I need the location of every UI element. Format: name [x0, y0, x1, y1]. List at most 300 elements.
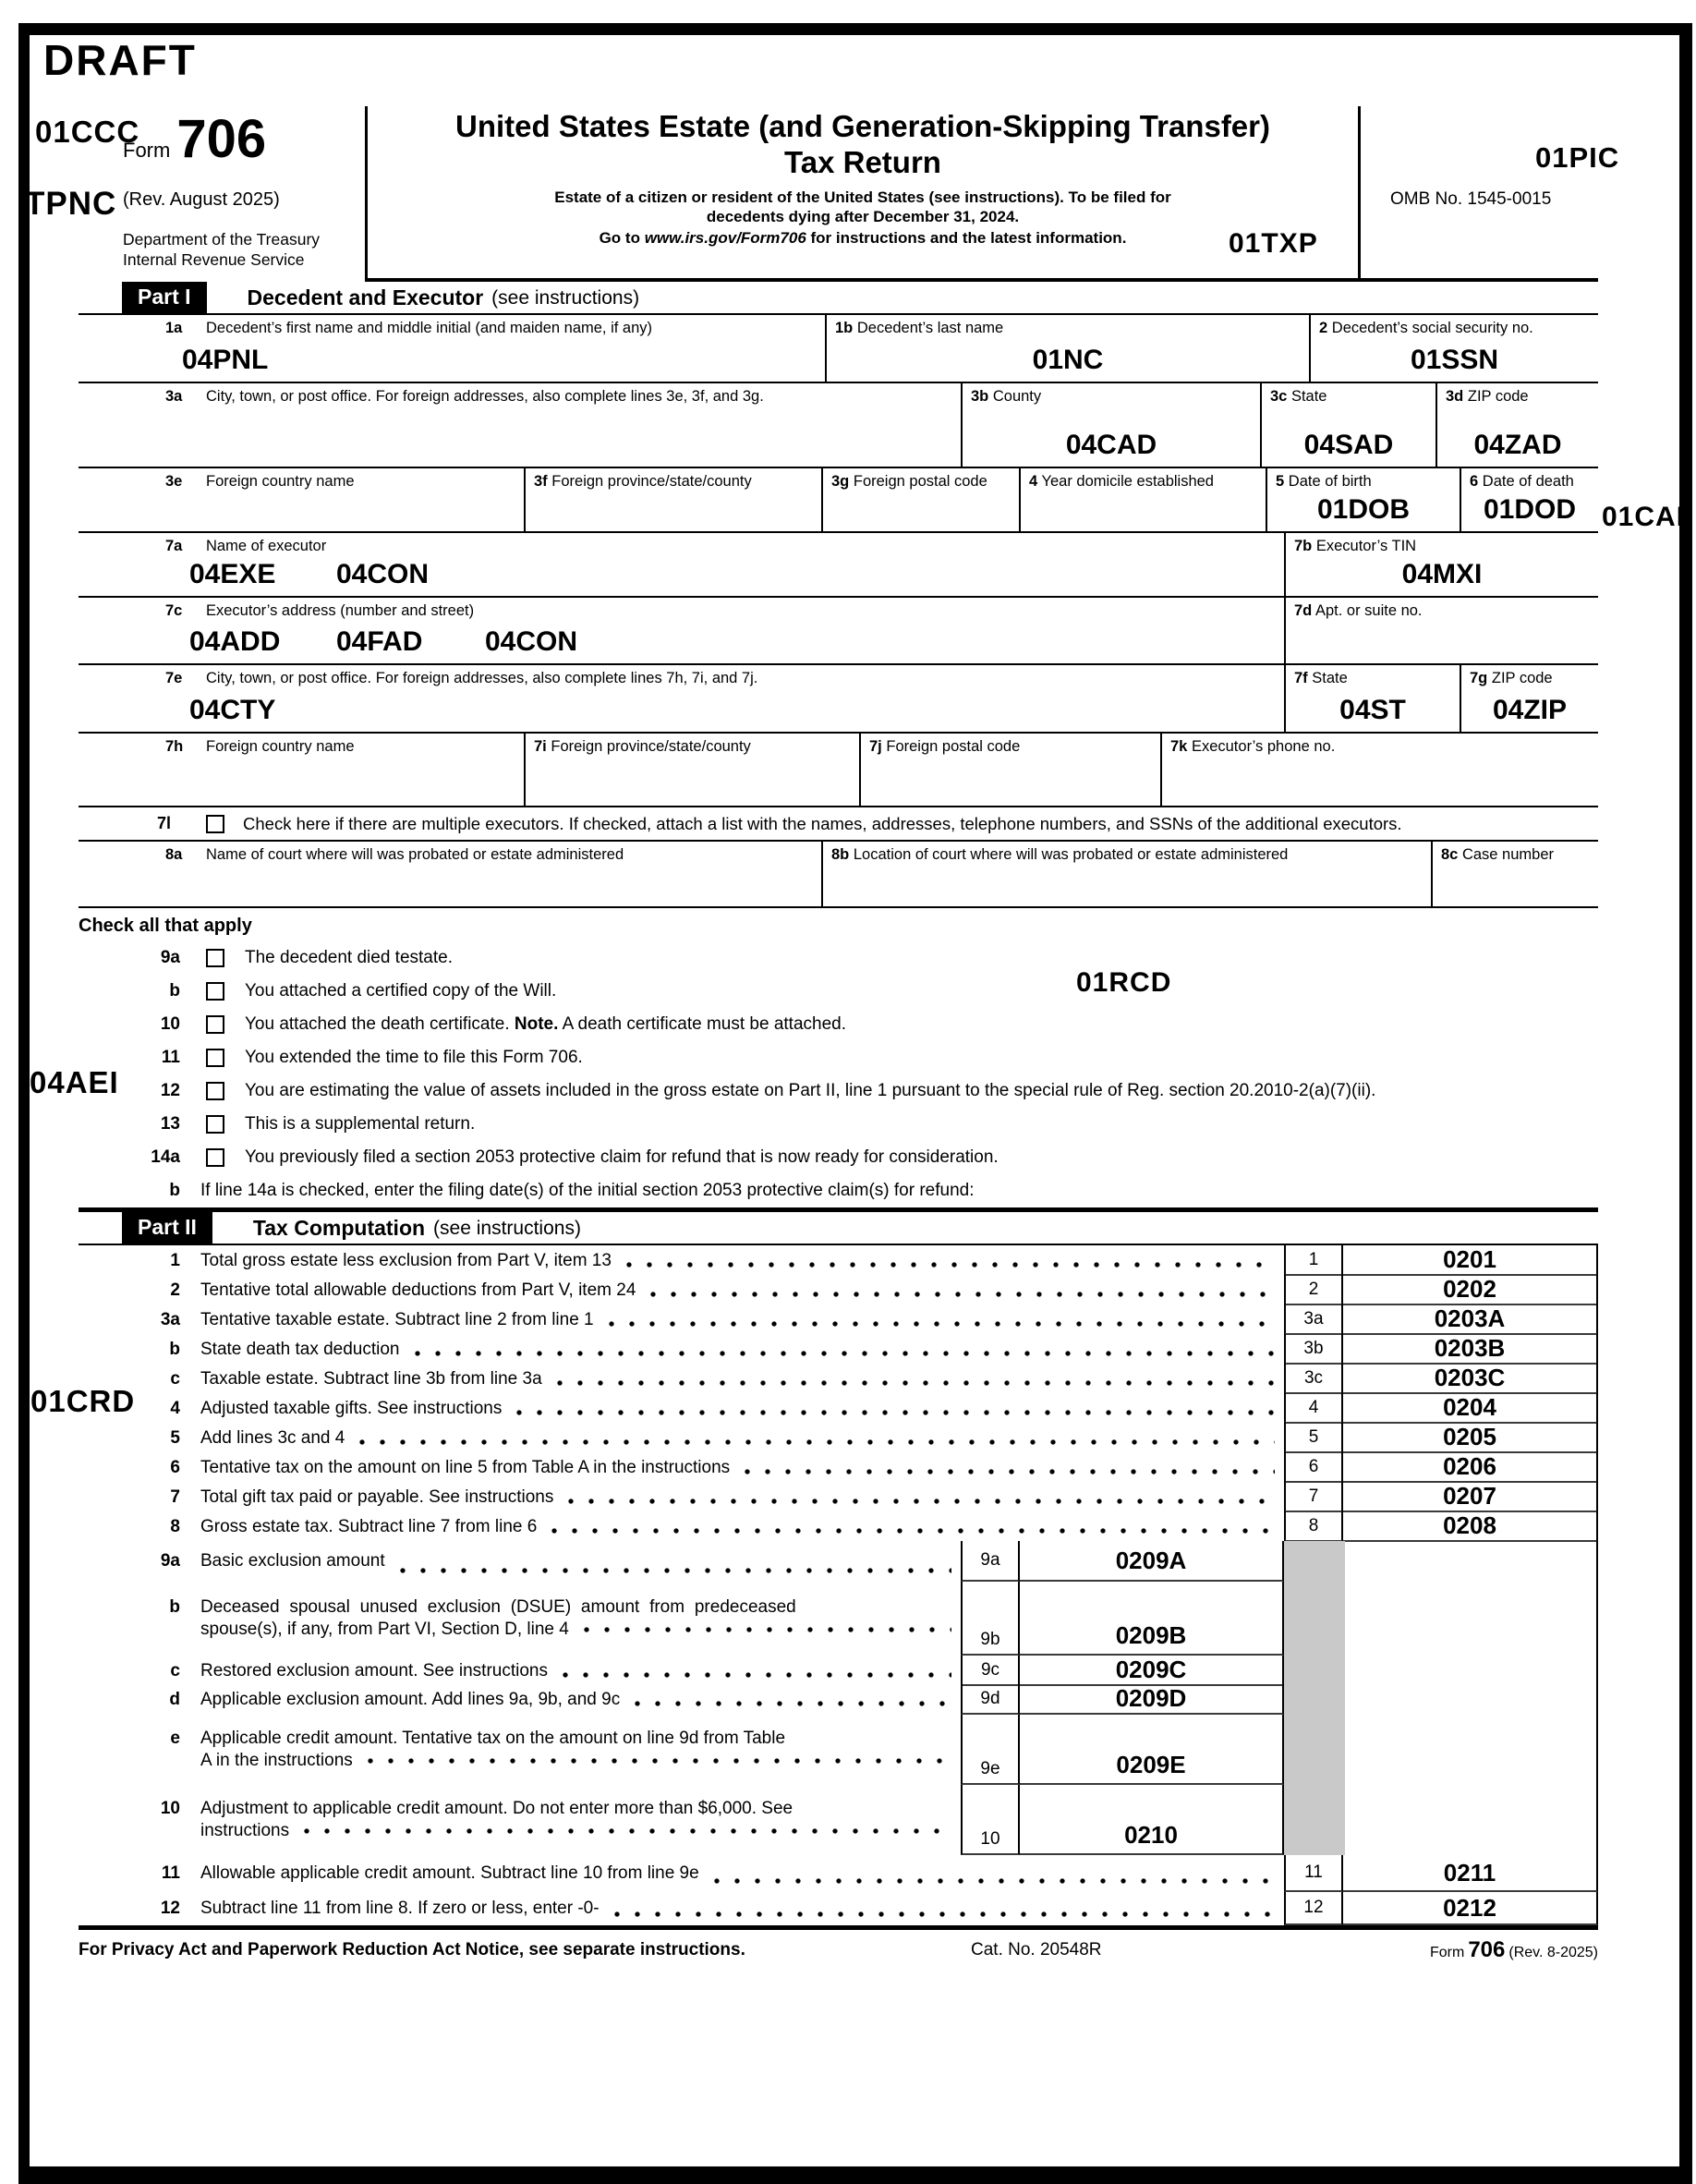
line-3b-desc: State death tax deduction [200, 1339, 400, 1359]
line-12-numcell: 12 [1284, 1892, 1343, 1925]
field-7f-value: 04ST [1339, 695, 1406, 725]
field-3c-label: State [1290, 388, 1327, 405]
dot-leader [650, 1290, 1275, 1299]
field-7c-value-1: 04ADD [189, 626, 281, 657]
line-9e-desc-1: Applicable credit amount. Tentative tax on the amount on line 9d from Table [200, 1729, 786, 1748]
item-10-text-note: Note. [514, 1014, 559, 1034]
line-3c-numcell: 3c [1284, 1364, 1343, 1394]
footer-form-id [1430, 1937, 1598, 1963]
omb-number: OMB No. 1545-0015 [1390, 189, 1552, 209]
line-9e-amount: 0209E [1020, 1715, 1284, 1785]
item-14a-num: 14a [151, 1147, 180, 1167]
checklist-item-9b [79, 975, 1598, 1008]
form-title-line-1: United States Estate (and Generation-Skipping Transfer) [455, 109, 1270, 143]
row-7h-7k [79, 734, 1598, 807]
part2-row-9a [79, 1541, 1598, 1582]
dot-leader [745, 1467, 1275, 1476]
field-7g-label: ZIP code [1491, 670, 1553, 686]
footer-form-number: 706 [1468, 1937, 1506, 1962]
field-1b-label: Decedent’s last name [856, 320, 1004, 336]
line-3b-numcell: 3b [1284, 1334, 1343, 1365]
field-3c [1260, 383, 1436, 467]
row-7c-7d [79, 598, 1598, 665]
field-7a-value-1: 04EXE [189, 559, 276, 589]
line-9d-amount: 0209D [1020, 1684, 1284, 1715]
part1-badge: Part I [122, 282, 207, 313]
item-11-num: 11 [161, 1048, 180, 1067]
line-11-amount: 0211 [1343, 1855, 1598, 1892]
field-7h-num: 7h [165, 738, 184, 755]
field-7b-label: Executor’s TIN [1315, 538, 1417, 554]
multiple-executors-checkbox[interactable] [206, 815, 224, 833]
line-9d-numcell: 9d [961, 1684, 1020, 1715]
code-01rcd: 01RCD [1076, 967, 1172, 998]
dot-leader [563, 1670, 951, 1680]
field-1a [79, 315, 825, 382]
field-4 [1019, 468, 1266, 531]
line-6-desc: Tentative tax on the amount on line 5 from Table A in the instructions [200, 1457, 731, 1477]
checklist-section [79, 916, 1598, 1207]
part2-row-3c [79, 1364, 1598, 1393]
line-3b-amount: 0203B [1343, 1334, 1598, 1365]
part2-row-3a [79, 1304, 1598, 1334]
line-3b-num: b [169, 1339, 180, 1359]
field-8b-label: Location of court where will was probated or estate administered [853, 846, 1289, 863]
line-5-numcell: 5 [1284, 1423, 1343, 1453]
certified-will-checkbox[interactable] [206, 982, 224, 1001]
field-3d [1436, 383, 1598, 467]
form-word: Form [123, 139, 171, 162]
field-7h [79, 734, 524, 806]
field-7a-num: 7a [165, 538, 183, 554]
line-3a-desc: Tentative taxable estate. Subtract line 2 from line 1 [200, 1309, 594, 1329]
dot-leader [516, 1408, 1275, 1417]
line-9e-desc-2: A in the instructions [200, 1751, 353, 1770]
form-number-line [123, 109, 267, 169]
checklist-item-11 [79, 1041, 1598, 1074]
field-7g-value: 04ZIP [1492, 695, 1568, 725]
row-7a-7b [79, 533, 1598, 598]
extended-time-checkbox[interactable] [206, 1049, 224, 1067]
form-subtitle [368, 188, 1358, 226]
field-7c-num: 7c [165, 602, 183, 619]
line-9b-numcell: 9b [961, 1582, 1020, 1656]
header-title-panel [365, 106, 1361, 282]
field-5-value: 01DOB [1316, 494, 1411, 525]
line-6-num: 6 [170, 1457, 180, 1477]
part2-row-6 [79, 1452, 1598, 1482]
field-7c [79, 598, 1284, 663]
field-6 [1460, 468, 1598, 531]
part2-row-7 [79, 1482, 1598, 1511]
item-14b-text: If line 14a is checked, enter the filing date(s) of the initial section 2053 protective claim(s) for refund: [200, 1181, 975, 1200]
part2-title: Tax Computation [252, 1216, 426, 1240]
line-11-desc: Allowable applicable credit amount. Subtract line 10 from line 9e [200, 1863, 699, 1883]
agency-name [123, 229, 320, 270]
item-10-text [245, 1014, 846, 1035]
line-2-amount: 0202 [1343, 1275, 1598, 1305]
field-7k-num: 7k [1170, 738, 1188, 755]
field-7a-value-2: 04CON [336, 559, 430, 589]
line-7-numcell: 7 [1284, 1482, 1343, 1512]
part2-row-10 [79, 1785, 1598, 1855]
field-2-value: 01SSN [1410, 345, 1499, 375]
line-9d-desc: Applicable exclusion amount. Add lines 9a, 9b, and 9c [200, 1689, 621, 1709]
field-3e-label: Foreign country name [206, 473, 355, 490]
field-7e-value: 04CTY [189, 695, 276, 725]
line-9a-num: 9a [160, 1551, 180, 1571]
part2-bar [79, 1207, 1598, 1245]
part2-row-3b [79, 1334, 1598, 1364]
item-12-num: 12 [160, 1081, 180, 1100]
part2-row-5 [79, 1423, 1598, 1452]
field-7h-label: Foreign country name [206, 738, 355, 755]
line-12-amount: 0212 [1343, 1892, 1598, 1925]
field-7d-num: 7d [1294, 602, 1313, 619]
shaded-cell [1284, 1715, 1345, 1785]
field-7g-num: 7g [1470, 670, 1488, 686]
item-9b-num: b [169, 981, 180, 1001]
line-10-desc-2: instructions [200, 1821, 290, 1840]
field-7b-value: 04MXI [1401, 559, 1483, 589]
line-1-num: 1 [170, 1250, 180, 1270]
field-7j-label: Foreign postal code [886, 738, 1021, 755]
line-10-desc-block [79, 1785, 961, 1855]
field-7j-num: 7j [869, 738, 882, 755]
field-7c-label: Executor’s address (number and street) [206, 602, 475, 619]
form-title [368, 108, 1358, 180]
line-3a-num: 3a [160, 1309, 180, 1329]
field-7j [859, 734, 1160, 806]
form-subtitle-line-2: decedents dying after December 31, 2024. [706, 208, 1020, 225]
footer-revision: (Rev. 8-2025) [1508, 1945, 1598, 1960]
item-14a-text: You previously filed a section 2053 protective claim for refund that is now ready for consideration. [245, 1147, 999, 1167]
checklist-items [79, 941, 1598, 1207]
part2-row-9b [79, 1582, 1598, 1656]
field-7i-label: Foreign province/state/county [551, 738, 751, 755]
field-2 [1309, 315, 1598, 382]
dot-leader [714, 1876, 1275, 1886]
field-8b-num: 8b [831, 846, 850, 863]
field-7c-value-3: 04CON [485, 626, 578, 657]
field-1a-value: 04PNL [182, 345, 269, 375]
item-10-text-post: A death certificate must be attached. [558, 1014, 846, 1034]
catalog-number: Cat. No. 20548R [971, 1940, 1102, 1960]
field-6-label: Date of death [1482, 473, 1574, 490]
line-10-numcell: 10 [961, 1785, 1020, 1855]
field-7k-label: Executor’s phone no. [1191, 738, 1336, 755]
field-7f-label: State [1312, 670, 1348, 686]
empty-right-cell [1345, 1541, 1598, 1582]
form-header [79, 106, 1598, 282]
field-3a-num: 3a [165, 388, 183, 405]
item-9a-num: 9a [160, 948, 180, 967]
code-tpnc: TPNC [25, 186, 117, 222]
line-12-desc: Subtract line 11 from line 8. If zero or less, enter -0- [200, 1899, 600, 1918]
field-8c-num: 8c [1441, 846, 1459, 863]
line-9c-amount: 0209C [1020, 1656, 1284, 1686]
shaded-cell [1284, 1656, 1345, 1686]
checklist-heading: Check all that apply [79, 916, 252, 936]
line-9b-amount: 0209B [1020, 1582, 1284, 1656]
part2-badge: Part II [122, 1212, 212, 1244]
field-7f [1284, 665, 1460, 732]
field-3g-num: 3g [831, 473, 850, 490]
line-10-amount: 0210 [1020, 1785, 1284, 1855]
agency-line-2: Internal Revenue Service [123, 250, 305, 269]
footer-form-word: Form [1429, 1945, 1465, 1960]
field-1a-num: 1a [165, 320, 183, 336]
field-1b-num: 1b [835, 320, 854, 336]
checklist-item-14a [79, 1141, 1598, 1174]
field-3g-label: Foreign postal code [853, 473, 987, 490]
checklist-item-14b [79, 1174, 1598, 1207]
part2-row-11 [79, 1855, 1598, 1892]
line-6-numcell: 6 [1284, 1452, 1343, 1483]
revision-date: (Rev. August 2025) [123, 189, 280, 210]
item-10-num: 10 [160, 1014, 180, 1034]
estimating-value-checkbox[interactable] [206, 1082, 224, 1100]
line-3c-amount: 0203C [1343, 1364, 1598, 1394]
line-4-num: 4 [170, 1398, 180, 1418]
line-3a-numcell: 3a [1284, 1304, 1343, 1335]
line-9e-desc-block [79, 1715, 961, 1785]
dot-leader [626, 1260, 1275, 1269]
field-8b [821, 842, 1431, 906]
field-7a [79, 533, 1284, 596]
field-3d-num: 3d [1446, 388, 1464, 405]
field-7e-num: 7e [165, 670, 183, 686]
row-1a-1b-2 [79, 315, 1598, 383]
checklist-item-13 [79, 1108, 1598, 1141]
field-7l-num: 7l [157, 814, 172, 832]
field-3a [79, 383, 961, 467]
supplemental-return-checkbox[interactable] [206, 1115, 224, 1134]
part2-row-1 [79, 1245, 1598, 1275]
death-certificate-checkbox[interactable] [206, 1015, 224, 1034]
dot-leader [635, 1699, 951, 1708]
field-7c-value-2: 04FAD [336, 626, 423, 657]
code-01pic: 01PIC [1535, 141, 1620, 174]
code-01txp: 01TXP [1229, 228, 1318, 259]
goto-post: for instructions and the latest information. [806, 229, 1127, 247]
part2-row-2 [79, 1275, 1598, 1304]
goto-instructions-line [368, 229, 1358, 248]
checklist-item-9a [79, 941, 1598, 975]
dot-leader [415, 1349, 1276, 1358]
header-omb-panel [1361, 106, 1598, 282]
field-1b [825, 315, 1309, 382]
part2-row-9c [79, 1656, 1598, 1684]
part2-note: (see instructions) [433, 1218, 581, 1239]
field-7d [1284, 598, 1598, 663]
shaded-cell [1284, 1582, 1345, 1656]
code-04aei: 04AEI [30, 1065, 119, 1099]
field-4-num: 4 [1029, 473, 1038, 490]
field-7b [1284, 533, 1598, 596]
line-9e-num: e [170, 1729, 180, 1748]
item-13-num: 13 [160, 1114, 180, 1134]
field-2-label: Decedent’s social security no. [1331, 320, 1533, 336]
line-9b-desc-block [79, 1582, 961, 1656]
field-7f-num: 7f [1294, 670, 1308, 686]
field-1b-value: 01NC [1032, 345, 1104, 375]
part2-row-12 [79, 1892, 1598, 1925]
line-4-amount: 0204 [1343, 1393, 1598, 1424]
part1-title: Decedent and Executor [247, 285, 484, 309]
part2-row-9e [79, 1715, 1598, 1785]
dot-leader [568, 1497, 1275, 1506]
line-7-num: 7 [170, 1486, 180, 1507]
field-3c-num: 3c [1270, 388, 1288, 405]
draft-watermark: DRAFT [43, 36, 197, 84]
row-8a-8c [79, 842, 1598, 908]
agency-line-1: Department of the Treasury [123, 230, 321, 249]
field-6-num: 6 [1470, 473, 1479, 490]
row-7e-7g [79, 665, 1598, 734]
item-12-text: You are estimating the value of assets included in the gross estate on Part II, line 1 pursuant to the special rule of Reg. section 20.2010-2(a)(7)(ii). [245, 1081, 1376, 1100]
line-9a-numcell: 9a [961, 1541, 1020, 1582]
form-content [79, 106, 1598, 1965]
item-9b-text: You attached a certified copy of the Will. [245, 981, 557, 1001]
field-3c-value: 04SAD [1303, 430, 1394, 460]
line-9e-numcell: 9e [961, 1715, 1020, 1785]
field-5-num: 5 [1276, 473, 1285, 490]
shaded-cell [1284, 1684, 1345, 1715]
field-3b-num: 3b [971, 388, 989, 405]
line-7-amount: 0207 [1343, 1482, 1598, 1512]
line-11-num: 11 [161, 1863, 180, 1883]
line-9b-desc-2: spouse(s), if any, from Part VI, Section D, line 4 [200, 1620, 569, 1639]
line-5-num: 5 [170, 1427, 180, 1448]
row-3e-6 [79, 468, 1598, 533]
field-7i-num: 7i [534, 738, 547, 755]
item-10-text-pre: You attached the death certificate. [245, 1014, 515, 1034]
row-3a-3d [79, 383, 1598, 468]
form-subtitle-line-1: Estate of a citizen or resident of the United States (see instructions). To be filed for [554, 188, 1171, 206]
line-3c-desc: Taxable estate. Subtract line 3b from line 3a [200, 1368, 542, 1389]
line-3c-num: c [170, 1368, 180, 1389]
field-3d-value: 04ZAD [1473, 430, 1562, 460]
line-9d-num: d [169, 1689, 180, 1709]
field-8c-label: Case number [1461, 846, 1555, 863]
field-3g [821, 468, 1019, 531]
field-6-value: 01DOD [1483, 494, 1577, 525]
dot-leader [614, 1910, 1275, 1919]
dot-leader [557, 1378, 1275, 1388]
dot-leader [551, 1526, 1275, 1535]
line-9b-num: b [169, 1597, 180, 1617]
line-2-num: 2 [170, 1280, 180, 1300]
line-10-num: 10 [160, 1799, 180, 1818]
field-3f-label: Foreign province/state/county [551, 473, 752, 490]
part1-note: (see instructions) [491, 287, 640, 309]
field-7k [1160, 734, 1598, 806]
field-8a-label: Name of court where will was probated or estate administered [206, 846, 624, 863]
row-7l [79, 807, 1598, 842]
field-3b-label: County [992, 388, 1042, 405]
form-title-line-2: Tax Return [784, 145, 941, 179]
form-number: 706 [176, 109, 267, 169]
bottom-rule [79, 1925, 1598, 1930]
part2-row-4 [79, 1393, 1598, 1423]
dot-leader [368, 1756, 951, 1765]
line-9b-desc-1: Deceased spousal unused exclusion (DSUE) amount from predeceased [200, 1597, 796, 1617]
dot-leader [400, 1566, 951, 1575]
checklist-item-10 [79, 1008, 1598, 1041]
field-3e [79, 468, 524, 531]
line-4-numcell: 4 [1284, 1393, 1343, 1424]
line-5-amount: 0205 [1343, 1423, 1598, 1453]
code-01ccc: 01CCC [35, 115, 140, 149]
line-2-numcell: 2 [1284, 1275, 1343, 1305]
line-12-num: 12 [160, 1899, 180, 1918]
protective-claim-checkbox[interactable] [206, 1148, 224, 1167]
field-8a [79, 842, 821, 906]
field-7d-label: Apt. or suite no. [1314, 602, 1423, 619]
part2-table [79, 1245, 1598, 1925]
field-1a-label: Decedent’s first name and middle initial (and maiden name, if any) [206, 320, 653, 336]
empty-right-cell [1345, 1684, 1598, 1715]
line-6-amount: 0206 [1343, 1452, 1598, 1483]
empty-right-cell [1345, 1785, 1598, 1855]
line-3a-amount: 0203A [1343, 1304, 1598, 1335]
part1-table [79, 313, 1598, 908]
item-13-text: This is a supplemental return. [245, 1114, 476, 1134]
field-4-label: Year domicile established [1041, 473, 1214, 490]
line-2-desc: Tentative total allowable deductions from Part V, item 24 [200, 1280, 636, 1300]
line-9c-num: c [170, 1660, 180, 1680]
shaded-cell [1284, 1541, 1345, 1582]
field-3b-value: 04CAD [1065, 430, 1157, 460]
part2-row-8 [79, 1511, 1598, 1541]
field-3d-label: ZIP code [1467, 388, 1529, 405]
line-9c-desc: Restored exclusion amount. See instructions [200, 1660, 548, 1680]
field-7a-label: Name of executor [206, 538, 327, 554]
field-3e-num: 3e [165, 473, 183, 490]
line-8-desc: Gross estate tax. Subtract line 7 from line 6 [200, 1516, 538, 1536]
line-1-desc: Total gross estate less exclusion from Part V, item 13 [200, 1250, 612, 1270]
dot-leader [304, 1826, 951, 1836]
empty-right-cell [1345, 1715, 1598, 1785]
line-1-amount: 0201 [1343, 1245, 1598, 1276]
field-3f-num: 3f [534, 473, 548, 490]
part2-row-9d [79, 1684, 1598, 1715]
shaded-cell [1284, 1785, 1345, 1855]
checklist-item-12 [79, 1074, 1598, 1108]
goto-pre: Go to [599, 229, 645, 247]
field-7e-label: City, town, or post office. For foreign addresses, also complete lines 7h, 7i, and 7j. [206, 670, 758, 686]
item-11-text: You extended the time to file this Form 706. [245, 1048, 583, 1067]
line-8-amount: 0208 [1343, 1511, 1598, 1542]
field-5 [1266, 468, 1460, 531]
line-8-num: 8 [170, 1516, 180, 1536]
item-9a-text: The decedent died testate. [245, 948, 453, 967]
field-5-label: Date of birth [1288, 473, 1372, 490]
line-9a-desc: Basic exclusion amount [200, 1551, 385, 1571]
died-testate-checkbox[interactable] [206, 949, 224, 967]
line-8-numcell: 8 [1284, 1511, 1343, 1542]
header-left-panel [79, 106, 365, 282]
line-4-desc: Adjusted taxable gifts. See instructions [200, 1398, 503, 1418]
line-9a-amount: 0209A [1020, 1541, 1284, 1582]
field-7l-label: Check here if there are multiple executors. If checked, attach a list with the names, addresses, telephone numbers, and SSNs of the additional executors. [243, 813, 1402, 833]
privacy-act-notice: For Privacy Act and Paperwork Reduction Act Notice, see separate instructions. [79, 1940, 745, 1960]
line-7-desc: Total gift tax paid or payable. See instructions [200, 1486, 554, 1507]
field-7g [1460, 665, 1598, 732]
empty-right-cell [1345, 1656, 1598, 1686]
dot-leader [584, 1625, 951, 1634]
